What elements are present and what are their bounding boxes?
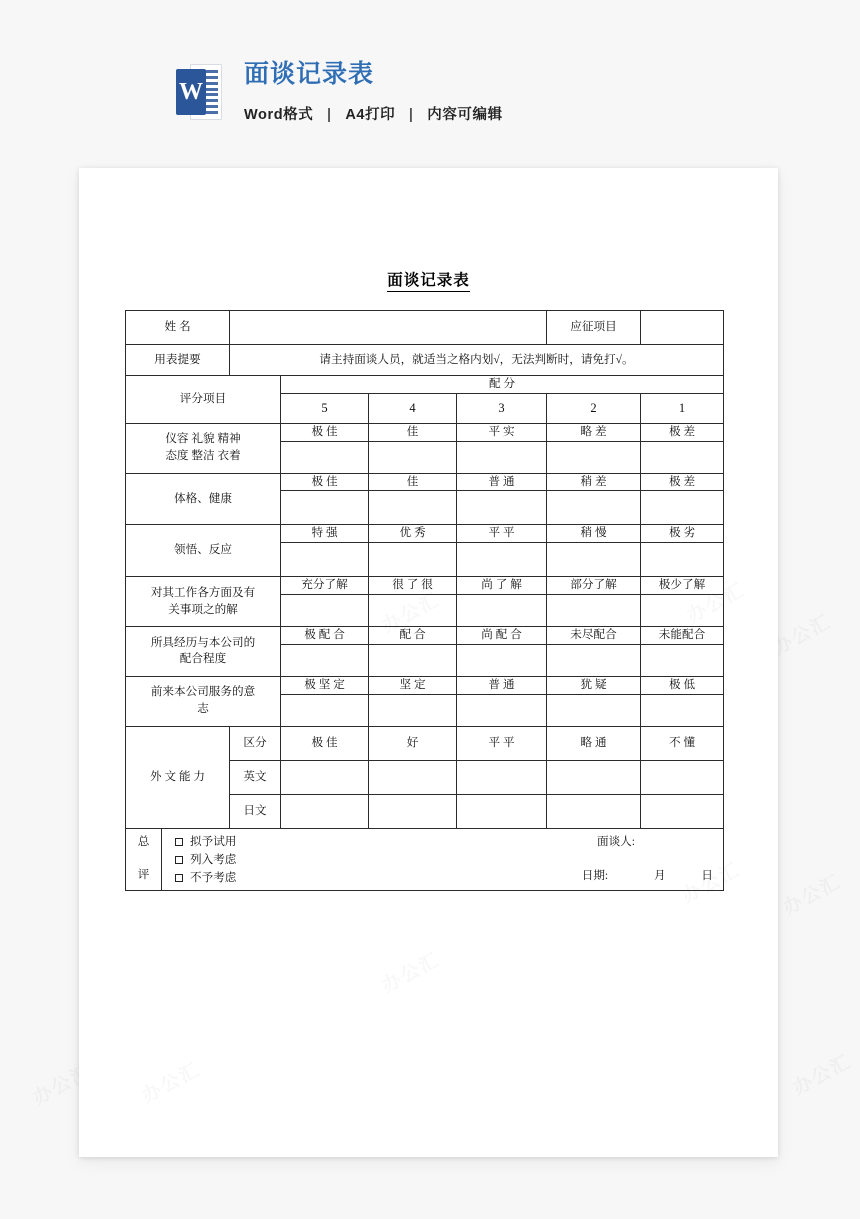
mark-cell-4-3[interactable] — [457, 644, 547, 676]
criteria-option-1-3: 普 通 — [457, 473, 547, 491]
mark-cell-2-2[interactable] — [547, 543, 641, 577]
criteria-option-1-1: 极 差 — [641, 473, 724, 491]
mark-cell-5-2[interactable] — [547, 694, 641, 726]
mark-cell-3-4[interactable] — [369, 594, 457, 626]
criteria-option-0-2: 略 差 — [547, 423, 641, 441]
language-option-5: 极 佳 — [281, 726, 369, 760]
summary-checkbox-list — [175, 833, 236, 887]
criteria-label-line: 志 — [197, 702, 209, 716]
mark-cell-0-4[interactable] — [369, 441, 457, 473]
checkbox-icon[interactable] — [175, 874, 183, 882]
mark-cell-0-1[interactable] — [641, 441, 724, 473]
checkbox-label-trial: 拟予试用 — [190, 834, 237, 848]
japanese-mark-3[interactable] — [457, 794, 547, 828]
checkbox-label-reject: 不予考虑 — [190, 870, 237, 884]
table-row-criteria — [126, 577, 724, 595]
criteria-label-1 — [126, 473, 281, 525]
criteria-label-line: 领悟、反应 — [174, 543, 232, 557]
japanese-mark-4[interactable] — [369, 794, 457, 828]
criteria-option-4-5: 极 配 合 — [281, 626, 369, 644]
criteria-option-3-4: 很 了 很 — [369, 577, 457, 595]
summary-label — [126, 828, 162, 890]
language-sub-japanese: 日文 — [230, 794, 281, 828]
english-mark-2[interactable] — [547, 760, 641, 794]
mark-cell-3-5[interactable] — [281, 594, 369, 626]
table-row-name — [126, 311, 724, 345]
criteria-label-4 — [126, 626, 281, 676]
date-field[interactable] — [582, 868, 713, 885]
english-mark-4[interactable] — [369, 760, 457, 794]
mark-cell-2-1[interactable] — [641, 543, 724, 577]
document-header — [176, 58, 503, 124]
japanese-mark-1[interactable] — [641, 794, 724, 828]
score-level-4: 4 — [369, 393, 457, 423]
score-level-3: 3 — [457, 393, 547, 423]
mark-cell-4-5[interactable] — [281, 644, 369, 676]
score-level-5: 5 — [281, 393, 369, 423]
criteria-label-line: 关事项之的解 — [168, 602, 238, 616]
japanese-mark-2[interactable] — [547, 794, 641, 828]
meta-separator: | — [327, 106, 332, 123]
guide-label: 用表提要 — [126, 345, 230, 376]
date-day-unit: 日 — [701, 868, 713, 882]
watermark-text — [376, 945, 444, 998]
criteria-option-5-3: 普 通 — [457, 676, 547, 694]
mark-cell-1-1[interactable] — [641, 491, 724, 525]
criteria-option-1-5: 极 佳 — [281, 473, 369, 491]
summary-content — [162, 828, 724, 890]
criteria-label-line: 态度 整洁 衣着 — [165, 449, 241, 463]
summary-label-line: 评 — [137, 868, 150, 882]
criteria-option-4-4: 配 合 — [369, 626, 457, 644]
name-input[interactable] — [230, 311, 547, 345]
date-label: 日期: — [581, 868, 609, 882]
criteria-option-2-1: 极 劣 — [641, 525, 724, 543]
mark-cell-2-3[interactable] — [457, 543, 547, 577]
table-row-criteria — [126, 423, 724, 441]
criteria-option-5-5: 极 坚 定 — [281, 676, 369, 694]
mark-cell-4-4[interactable] — [369, 644, 457, 676]
criteria-option-5-4: 坚 定 — [369, 676, 457, 694]
mark-cell-0-2[interactable] — [547, 441, 641, 473]
criteria-option-1-4: 佳 — [369, 473, 457, 491]
table-row-summary — [126, 828, 724, 890]
interview-table — [125, 310, 724, 891]
icon-letter: W — [176, 69, 206, 115]
sheet-title-text: 面谈记录表 — [387, 272, 470, 292]
criteria-header: 评分项目 — [126, 376, 281, 424]
japanese-mark-5[interactable] — [281, 794, 369, 828]
interviewer-label: 面谈人: — [596, 834, 635, 848]
mark-cell-5-5[interactable] — [281, 694, 369, 726]
mark-cell-2-4[interactable] — [369, 543, 457, 577]
criteria-option-2-2: 稍 慢 — [547, 525, 641, 543]
criteria-option-3-3: 尚 了 解 — [457, 577, 547, 595]
mark-cell-4-1[interactable] — [641, 644, 724, 676]
interview-record-form — [125, 310, 723, 891]
criteria-option-4-2: 未尽配合 — [547, 626, 641, 644]
checkbox-icon[interactable] — [175, 856, 183, 864]
mark-cell-5-3[interactable] — [457, 694, 547, 726]
document-page-preview[interactable] — [79, 168, 778, 1157]
language-sub-division: 区分 — [230, 726, 281, 760]
mark-cell-4-2[interactable] — [547, 644, 641, 676]
mark-cell-5-4[interactable] — [369, 694, 457, 726]
page-title: 面谈记录表 — [244, 60, 375, 88]
criteria-option-2-4: 优 秀 — [369, 525, 457, 543]
mark-cell-5-1[interactable] — [641, 694, 724, 726]
mark-cell-3-1[interactable] — [641, 594, 724, 626]
criteria-label-line: 体格、健康 — [174, 491, 232, 505]
position-label: 应征项目 — [547, 311, 641, 345]
criteria-label-3 — [126, 577, 281, 627]
mark-cell-1-4[interactable] — [369, 491, 457, 525]
document-meta — [244, 103, 503, 124]
english-mark-5[interactable] — [281, 760, 369, 794]
english-mark-3[interactable] — [457, 760, 547, 794]
language-option-3: 平 平 — [457, 726, 547, 760]
criteria-option-3-1: 极少了解 — [641, 577, 724, 595]
checkbox-row-consider[interactable] — [175, 851, 236, 869]
meta-format: Word格式 — [244, 106, 314, 123]
mark-cell-1-3[interactable] — [457, 491, 547, 525]
mark-cell-3-3[interactable] — [457, 594, 547, 626]
meta-print: A4打印 — [345, 106, 396, 123]
mark-cell-1-5[interactable] — [281, 491, 369, 525]
language-option-4: 好 — [369, 726, 457, 760]
criteria-label-line: 仪容 礼貌 精神 — [165, 432, 241, 446]
criteria-option-0-3: 平 实 — [457, 423, 547, 441]
watermark-text — [136, 1055, 204, 1108]
score-level-1: 1 — [641, 393, 724, 423]
table-row-criteria — [126, 626, 724, 644]
criteria-option-0-4: 佳 — [369, 423, 457, 441]
mark-cell-1-2[interactable] — [547, 491, 641, 525]
table-row-language-header — [126, 726, 724, 760]
criteria-option-3-2: 部分了解 — [547, 577, 641, 595]
criteria-option-4-3: 尚 配 合 — [457, 626, 547, 644]
criteria-option-3-5: 充分了解 — [281, 577, 369, 595]
checkbox-row-trial[interactable] — [175, 833, 236, 851]
criteria-label-line: 配合程度 — [179, 652, 227, 666]
criteria-label-line: 前来本公司服务的意 — [150, 685, 256, 699]
table-row-criteria — [126, 525, 724, 543]
mark-cell-0-3[interactable] — [457, 441, 547, 473]
language-option-1: 不 懂 — [641, 726, 724, 760]
mark-cell-2-5[interactable] — [281, 543, 369, 577]
criteria-option-4-1: 未能配合 — [641, 626, 724, 644]
interviewer-field[interactable] — [597, 834, 635, 851]
criteria-label-line: 所具经历与本公司的 — [150, 635, 256, 649]
sheet-title — [79, 268, 778, 290]
checkbox-row-reject[interactable] — [175, 869, 236, 887]
criteria-option-5-2: 犹 疑 — [547, 676, 641, 694]
score-header: 配 分 — [281, 376, 724, 394]
language-sub-english: 英文 — [230, 760, 281, 794]
name-label: 姓 名 — [126, 311, 230, 345]
criteria-label-5 — [126, 676, 281, 726]
meta-separator: | — [408, 106, 414, 123]
criteria-label-line: 对其工作各方面及有 — [150, 585, 256, 599]
mark-cell-0-5[interactable] — [281, 441, 369, 473]
position-input[interactable] — [641, 311, 724, 345]
criteria-option-2-3: 平 平 — [457, 525, 547, 543]
criteria-option-0-1: 极 差 — [641, 423, 724, 441]
watermark-text — [787, 1047, 855, 1100]
checkbox-label-consider: 列入考虑 — [190, 852, 237, 866]
criteria-option-2-5: 特 强 — [281, 525, 369, 543]
criteria-label-0 — [126, 423, 281, 473]
criteria-option-1-2: 稍 差 — [547, 473, 641, 491]
criteria-option-5-1: 极 低 — [641, 676, 724, 694]
language-label: 外 文 能 力 — [126, 726, 230, 828]
summary-label-line: 总 — [137, 835, 150, 849]
guide-text: 请主持面谈人员，就适当之格内划√，无法判断时，请免打√。 — [230, 345, 724, 376]
word-file-icon — [176, 64, 222, 120]
english-mark-1[interactable] — [641, 760, 724, 794]
watermark-text — [777, 867, 845, 920]
language-option-2: 略 通 — [547, 726, 641, 760]
date-month-unit: 月 — [653, 868, 666, 882]
checkbox-icon[interactable] — [175, 838, 183, 846]
table-row-criteria — [126, 676, 724, 694]
table-row-criteria — [126, 473, 724, 491]
criteria-label-2 — [126, 525, 281, 577]
criteria-option-0-5: 极 佳 — [281, 423, 369, 441]
table-row-score-header — [126, 376, 724, 394]
meta-editable: 内容可编辑 — [427, 106, 503, 123]
mark-cell-3-2[interactable] — [547, 594, 641, 626]
score-level-2: 2 — [547, 393, 641, 423]
table-row-guide — [126, 345, 724, 376]
